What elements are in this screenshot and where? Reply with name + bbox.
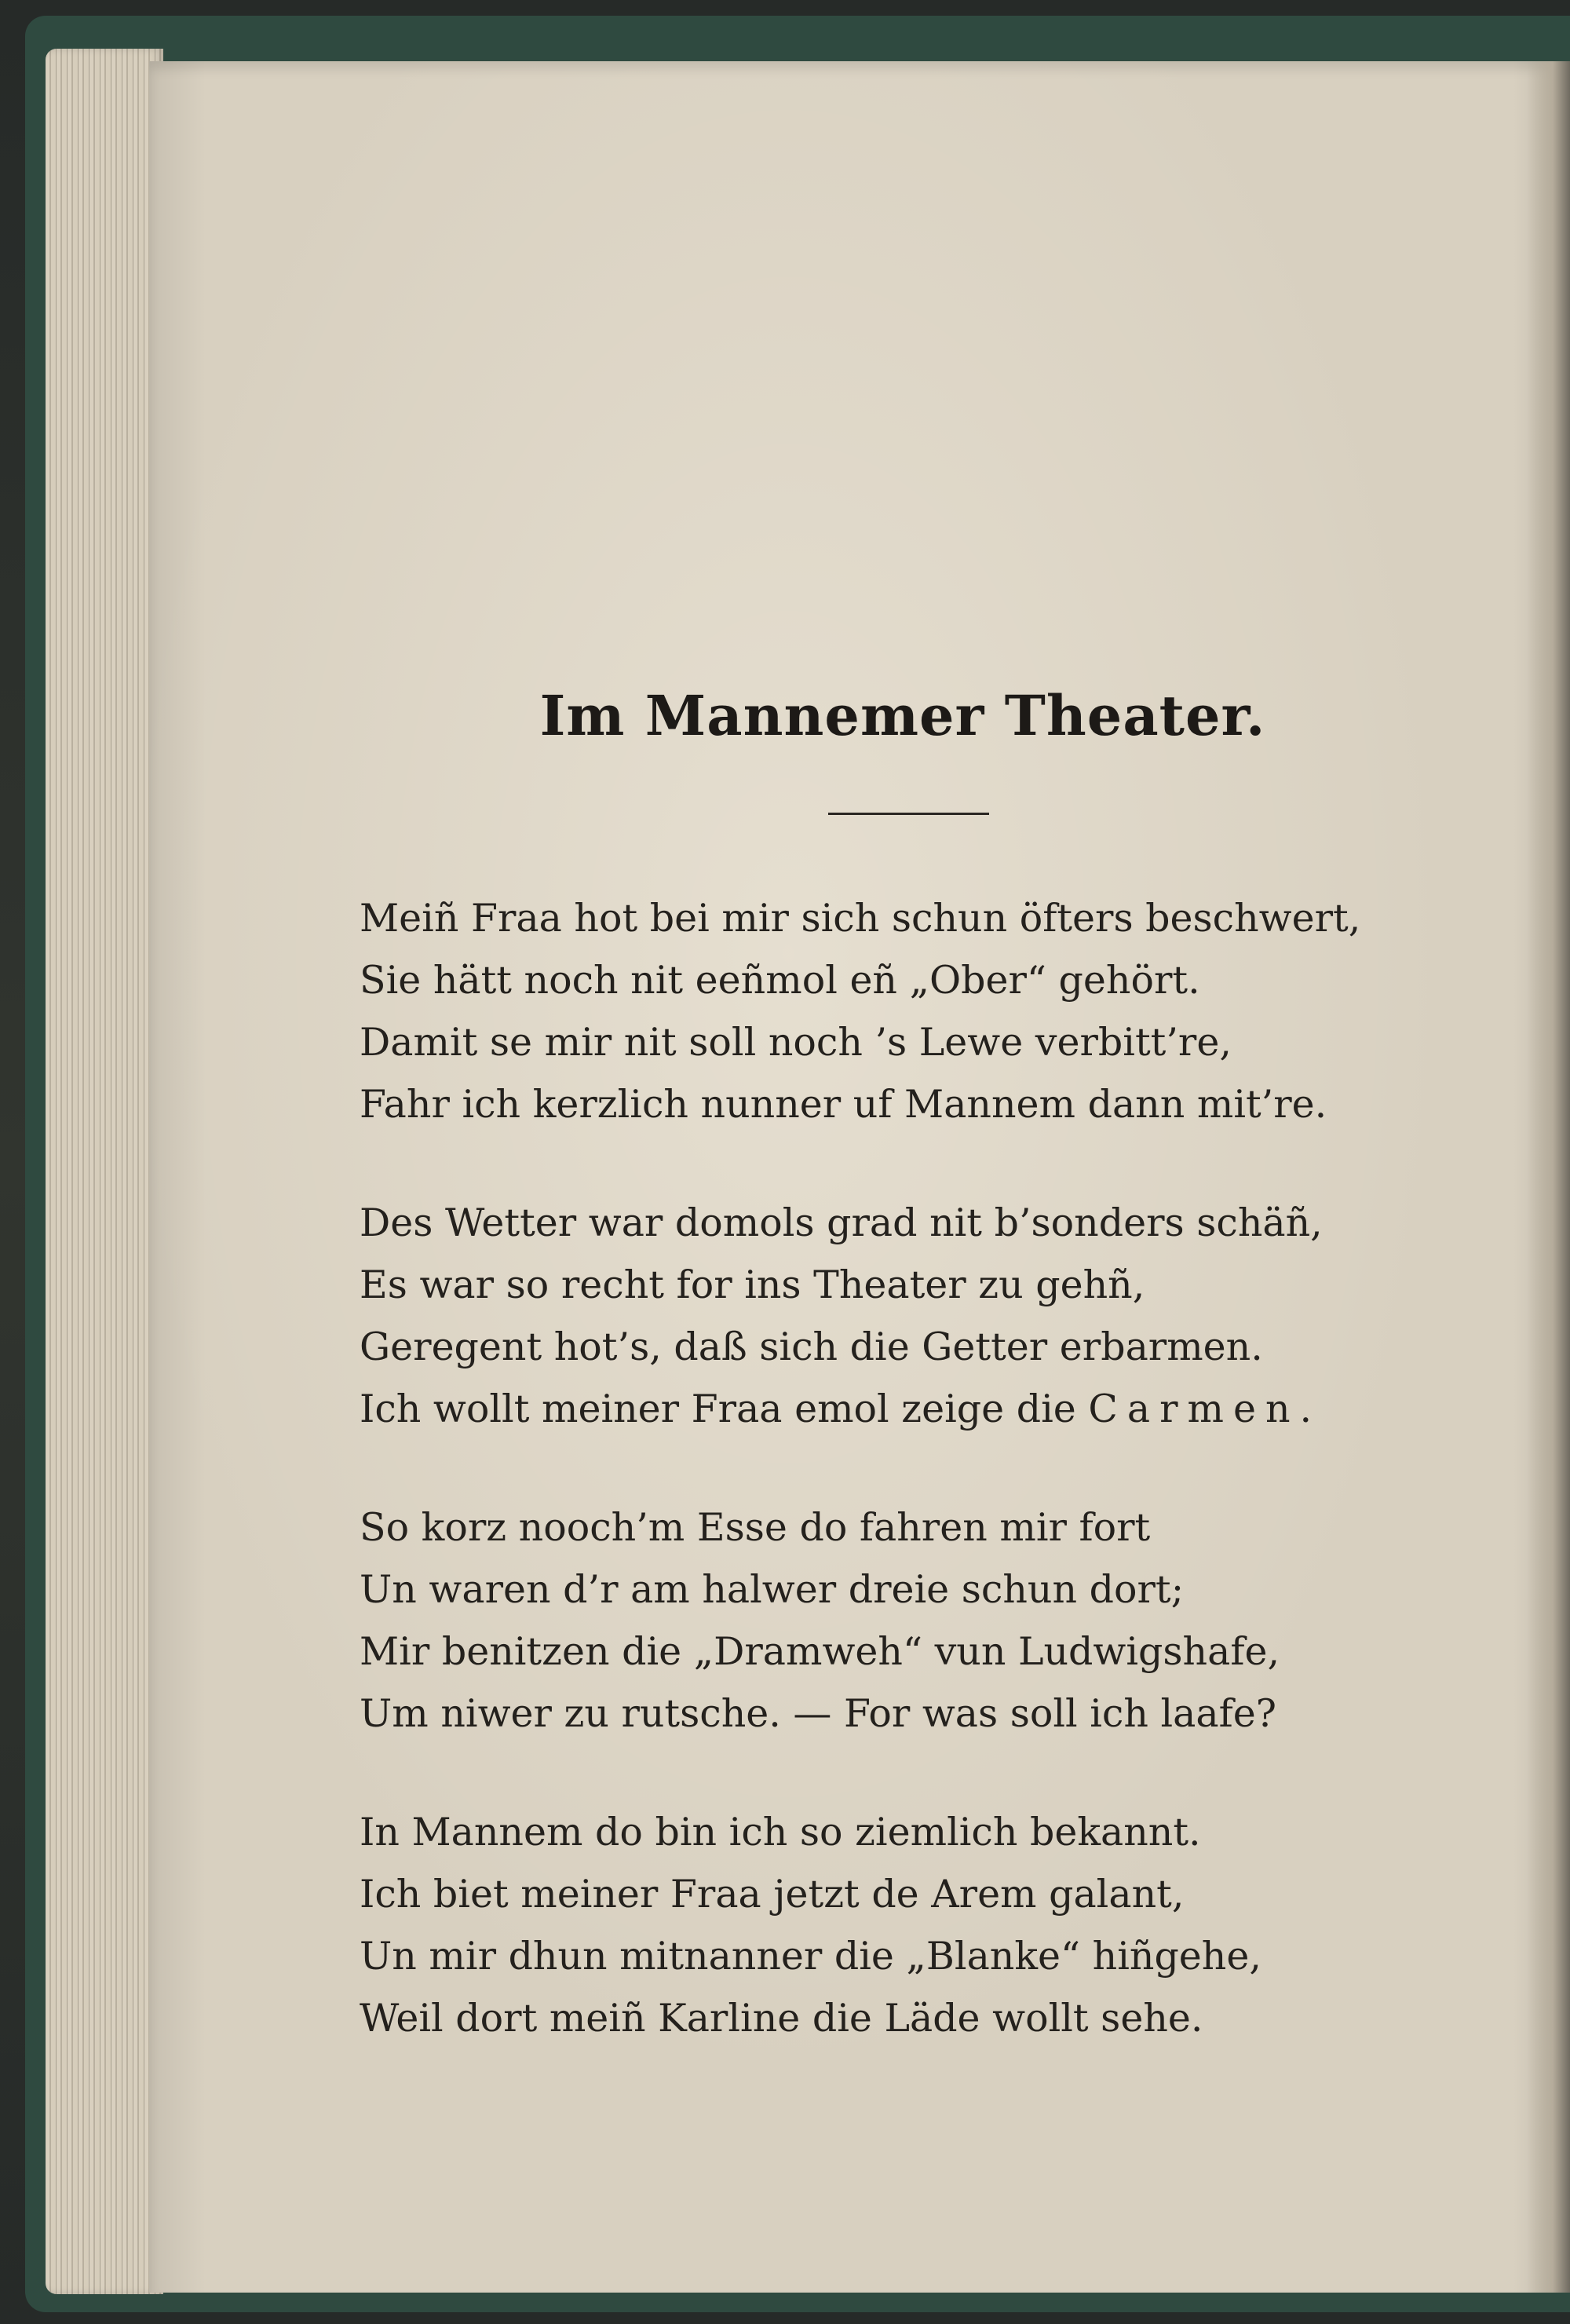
verse-line: Geregent hot’s, daß sich die Getter erbarmen. xyxy=(360,1325,1263,1369)
verse-line: In Mannem do bin ich so ziemlich bekannt. xyxy=(360,1810,1201,1854)
stanza-2 xyxy=(360,1192,1506,1440)
verse-line: Weil dort meiñ Karline die Läde wollt sehe. xyxy=(360,1996,1203,2041)
poem-body xyxy=(360,887,1506,2106)
stanza-3 xyxy=(360,1496,1506,1745)
verse-line: Es war so recht for ins Theater zu gehñ, xyxy=(360,1262,1145,1307)
verse-line: Damit se mir nit soll noch ’s Lewe verbitt’re, xyxy=(360,1020,1232,1065)
verse-line: Meiñ Fraa hot bei mir sich schun öfters beschwert, xyxy=(360,896,1361,941)
stanza-4 xyxy=(360,1801,1506,2049)
verse-line: Fahr ich kerzlich nunner uf Mannem dann mit’re. xyxy=(360,1082,1327,1127)
verse-line: Ich biet meiner Fraa jetzt de Arem galant, xyxy=(360,1872,1185,1917)
title-rule xyxy=(828,813,989,815)
verse-line: Un waren d’r am halwer dreie schun dort; xyxy=(360,1567,1185,1612)
verse-line-text: Ich wollt meiner Fraa emol zeige die xyxy=(360,1387,1076,1431)
stanza-1 xyxy=(360,887,1506,1135)
page-fold-shadow xyxy=(1527,61,1570,2293)
verse-line-with-emphasis xyxy=(360,1378,1506,1440)
verse-line: Des Wetter war domols grad nit b’sonders schäñ, xyxy=(360,1200,1323,1245)
verse-line: Um niwer zu rutsche. — For was soll ich laafe? xyxy=(360,1691,1277,1736)
verse-line: So korz nooch’m Esse do fahren mir fort xyxy=(360,1505,1151,1550)
poem-title: Im Mannemer Theater. xyxy=(539,683,1266,748)
page-edges xyxy=(46,49,163,2294)
emphasized-word: Carmen. xyxy=(1088,1387,1322,1431)
verse-line: Sie hätt noch nit eeñmol eñ „Ober“ gehört. xyxy=(360,958,1200,1003)
verse-line: Un mir dhun mitnanner die „Blanke“ hiñgehe, xyxy=(360,1934,1261,1979)
verse-line: Mir benitzen die „Dramweh“ vun Ludwigshafe, xyxy=(360,1629,1280,1674)
